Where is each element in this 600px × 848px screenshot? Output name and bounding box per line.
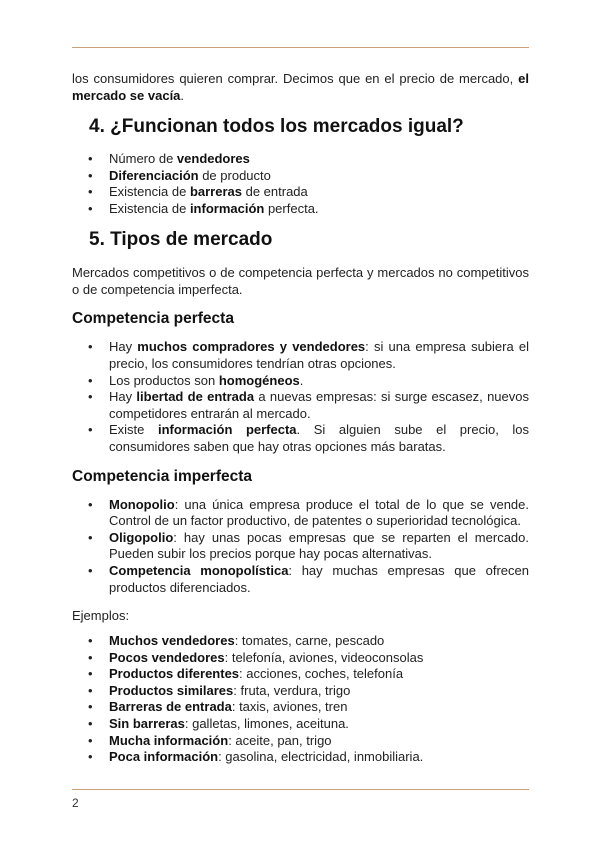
continuation-bold: el mercado se vacía <box>72 71 529 103</box>
list-item: • Productos similares: fruta, verdura, trigo <box>72 683 529 700</box>
list-item: • Competencia monopolística: hay muchas empresas que ofrecen productos diferenciados. <box>72 563 529 596</box>
competencia-perfecta-title: Competencia perfecta <box>72 310 234 328</box>
list-item: • Oligopolio: hay unas pocas empresas que se reparten el mercado. Pueden subir los precios porque hay pocas alternativas. <box>72 530 529 563</box>
continuation-end: . <box>180 88 185 103</box>
list-item: • Hay libertad de entrada a nuevas empresas: si surge escasez, nuevos competidores entrarán al mercado. <box>72 389 529 422</box>
footer-rule <box>72 789 529 790</box>
list-item: • Poca información: gasolina, electricidad, inmobiliaria. <box>72 749 529 766</box>
list-item: • Monopolio: una única empresa produce el total de lo que se vende. Control de un factor productivo, de patentes o superioridad tecnológica. <box>72 497 529 530</box>
list-item: • Sin barreras: galletas, limones, aceituna. <box>72 716 529 733</box>
page-number: 2 <box>72 796 79 810</box>
section-4-title: 4. ¿Funcionan todos los mercados igual? <box>89 116 464 137</box>
competencia-imperfecta-list <box>72 497 529 597</box>
list-item: • Hay muchos compradores y vendedores: si una empresa subiera el precio, los consumidores tendrían otras opciones. <box>72 339 529 372</box>
list-item: • Existencia de información perfecta. <box>72 201 529 218</box>
section-5-intro: Mercados competitivos o de competencia perfecta y mercados no competitivos o de competencia imperfecta. <box>72 265 529 298</box>
section-5-title: 5. Tipos de mercado <box>89 229 273 251</box>
list-item: • Existe información perfecta. Si alguien sube el precio, los consumidores saben que hay otras opciones más baratas. <box>72 422 529 455</box>
list-item: • Diferenciación de producto <box>72 168 529 185</box>
header-rule <box>72 47 529 48</box>
list-item: • Pocos vendedores: telefonía, aviones, videoconsolas <box>72 650 529 667</box>
page-content <box>72 70 529 766</box>
continuation-paragraph <box>72 70 529 104</box>
continuation-text: los consumidores quieren comprar. Decimos que en el precio de mercado, <box>72 71 514 86</box>
list-item: • Los productos son homogéneos. <box>72 373 529 390</box>
competencia-perfecta-list <box>72 339 529 455</box>
list-item: • Muchos vendedores: tomates, carne, pescado <box>72 633 529 650</box>
competencia-imperfecta-title: Competencia imperfecta <box>72 467 253 485</box>
list-item: • Barreras de entrada: taxis, aviones, tren <box>72 699 529 716</box>
list-item: • Mucha información: aceite, pan, trigo <box>72 733 529 750</box>
list-item: • Existencia de barreras de entrada <box>72 184 529 201</box>
list-item: • Productos diferentes: acciones, coches, telefonía <box>72 666 529 683</box>
list-item: • Número de vendedores <box>72 151 529 168</box>
section-4-list <box>72 151 529 217</box>
ejemplos-list <box>72 633 529 766</box>
ejemplos-label: Ejemplos: <box>72 608 130 624</box>
